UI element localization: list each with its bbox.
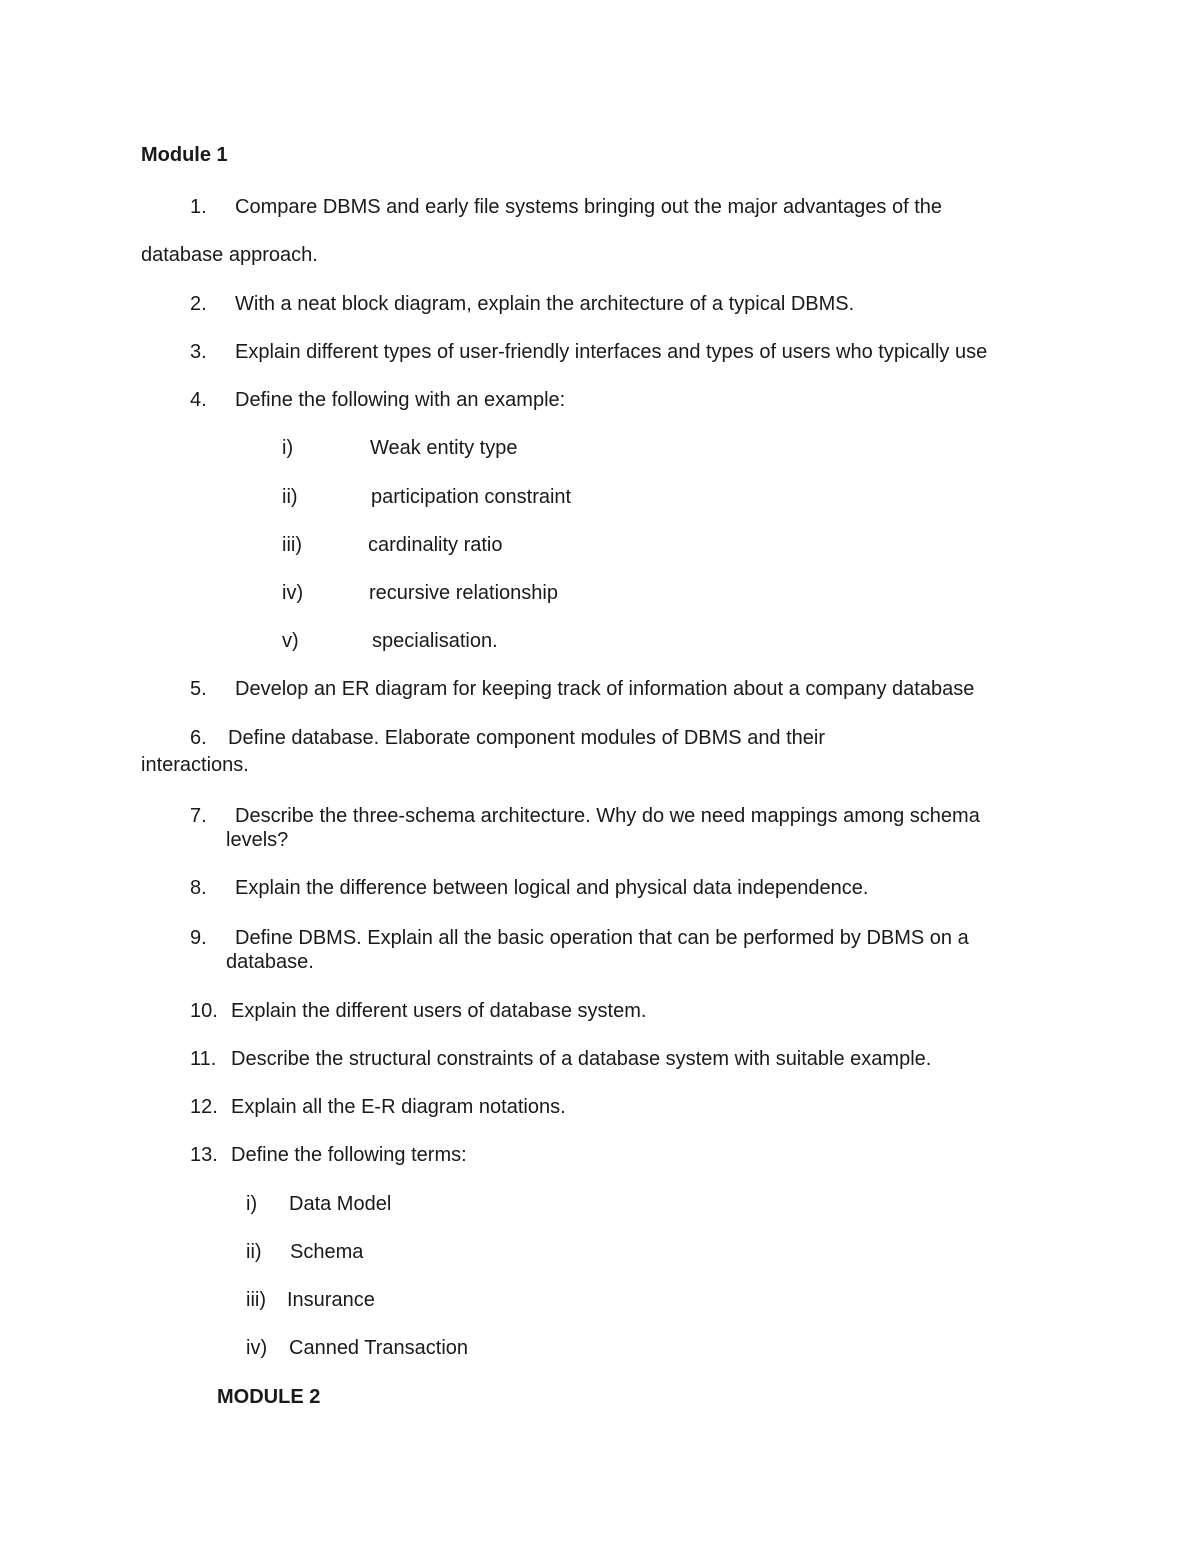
- sub-item-text: Canned Transaction: [289, 1337, 469, 1359]
- sub-item-text: Insurance: [287, 1289, 375, 1311]
- sub-item-text: cardinality ratio: [368, 534, 503, 556]
- sub-item-text: Weak entity type: [370, 437, 518, 459]
- question-text: Develop an ER diagram for keeping track of information about a company database: [235, 678, 975, 700]
- question-number: 12.: [190, 1096, 218, 1118]
- question-number: 10.: [190, 1000, 218, 1022]
- sub-item-number: ii): [282, 486, 298, 508]
- question-number: 1.: [190, 196, 207, 218]
- question-text: Define the following terms:: [231, 1144, 467, 1166]
- sub-item-number: ii): [246, 1241, 262, 1263]
- question-number: 2.: [190, 293, 207, 315]
- question-number: 6.: [190, 727, 207, 749]
- question-text-continued: interactions.: [141, 754, 249, 776]
- sub-item-text: recursive relationship: [369, 582, 558, 604]
- question-text-continued: database.: [226, 951, 314, 973]
- sub-item-number: v): [282, 630, 299, 652]
- sub-item-text: specialisation.: [372, 630, 498, 652]
- question-number: 13.: [190, 1144, 218, 1166]
- question-number: 7.: [190, 805, 207, 827]
- question-text: Define DBMS. Explain all the basic operation that can be performed by DBMS on a: [235, 927, 969, 949]
- question-text: Define the following with an example:: [235, 389, 566, 411]
- question-number: 9.: [190, 927, 207, 949]
- sub-item-number: i): [282, 437, 294, 459]
- question-text: Describe the three-schema architecture. Why do we need mappings among schema: [235, 805, 980, 827]
- question-text: Explain the different users of database system.: [231, 1000, 647, 1022]
- question-text: Compare DBMS and early file systems bringing out the major advantages of the: [235, 196, 943, 218]
- question-text: Explain different types of user-friendly interfaces and types of users who typically use: [235, 341, 988, 363]
- question-text-continued: levels?: [226, 829, 289, 851]
- sub-item-text: Schema: [290, 1241, 364, 1263]
- question-number: 3.: [190, 341, 207, 363]
- question-number: 5.: [190, 678, 207, 700]
- sub-item-text: participation constraint: [371, 486, 572, 508]
- question-number: 11.: [190, 1048, 217, 1070]
- question-number: 8.: [190, 877, 207, 899]
- question-text-continued: database approach.: [141, 244, 318, 266]
- sub-item-number: i): [246, 1193, 258, 1215]
- question-number: 4.: [190, 389, 207, 411]
- sub-item-text: Data Model: [289, 1193, 392, 1215]
- module-2-heading: MODULE 2: [217, 1386, 321, 1408]
- sub-item-number: iii): [282, 534, 302, 556]
- module-1-heading: Module 1: [141, 144, 228, 166]
- sub-item-number: iv): [282, 582, 304, 604]
- question-text: Explain all the E-R diagram notations.: [231, 1096, 566, 1118]
- sub-item-number: iii): [246, 1289, 266, 1311]
- question-text: Define database. Elaborate component modules of DBMS and their: [228, 727, 826, 749]
- question-text: Describe the structural constraints of a database system with suitable example.: [231, 1048, 932, 1070]
- sub-item-number: iv): [246, 1337, 268, 1359]
- question-text: With a neat block diagram, explain the architecture of a typical DBMS.: [235, 293, 855, 315]
- question-text: Explain the difference between logical and physical data independence.: [235, 877, 869, 899]
